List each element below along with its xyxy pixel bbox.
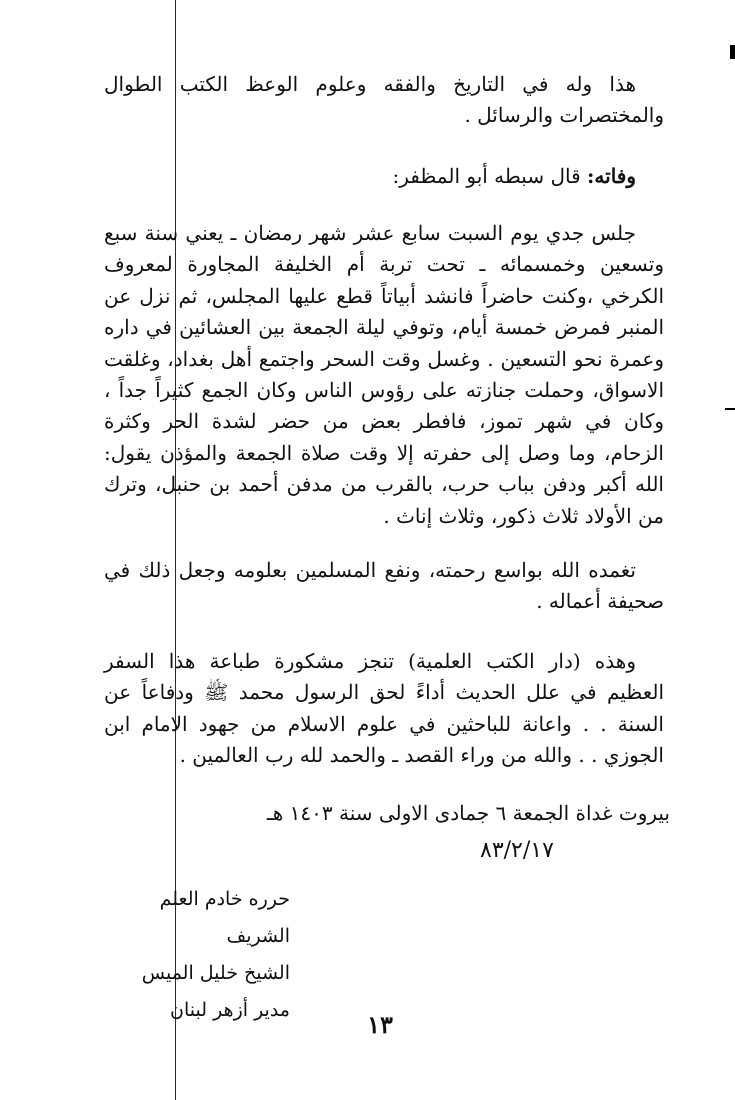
publisher-paragraph xyxy=(104,646,664,772)
page-number: ١٣ xyxy=(367,1010,393,1039)
signature-block xyxy=(120,881,290,1029)
numeric-date: ٨٣/٢/١٧ xyxy=(480,838,554,863)
signature-line-2: الشيخ خليل الميس xyxy=(141,962,290,984)
signature-line-1: حرره خادم العلم الشريف xyxy=(159,888,290,947)
signature-line-3: مدير أزهر لبنان xyxy=(170,999,290,1021)
publisher-text: وهذه (دار الكتب العلمية) تنجز مشكورة طباعة هذا السفر العظيم في علل الحديث أداءً لحق الرسول محمد ﷺ ودفاعاً عن السنة . . واعانة للباحثين في علوم الاسلام من جهود الامام ابن الجوزي . . والله من وراء القصد ـ والحمد لله رب العالمين . xyxy=(104,649,664,768)
death-story-paragraph xyxy=(104,218,664,532)
scan-edge-mark xyxy=(725,408,735,410)
prayer-text: تغمده الله بواسع رحمته، ونفع المسلمين بعلومه وجعل ذلك في صحيفة أعماله . xyxy=(104,558,664,614)
prayer-paragraph xyxy=(104,555,664,618)
death-intro-text: قال سبطه أبو المظفر: xyxy=(392,164,588,188)
death-heading: وفاته: xyxy=(587,164,636,188)
intro-paragraph xyxy=(104,69,664,132)
death-heading-paragraph xyxy=(104,161,664,192)
place-date-line: بيروت غداة الجمعة ٦ جمادى الاولى سنة ١٤٠٣ هـ xyxy=(266,801,670,825)
intro-text: هذا وله في التاريخ والفقه وعلوم الوعظ الكتب الطوال والمختصرات والرسائل . xyxy=(104,72,664,128)
death-story-text: جلس جدي يوم السبت سابع عشر شهر رمضان ـ يعني سنة سبع وتسعين وخمسمائه ـ تحت تربة أم الخليفة المجاورة لمعروف الكرخي ،وكنت حاضراً فانشد أبياتاً قطع عليها المجلس، ثم نزل عن المنبر فمرض خمسة أيام، وتوفي ليلة الجمعة بين العشائين في داره وعمرة نحو التسعين . وغسل وقت السحر واجتمع أهل بغداد، وغلقت الاسواق، وحملت جنازته على رؤوس الناس وكان الجمع كثيراً جداً ، وكان في شهر تموز، فافطر بعض من حضر لشدة الحر وكثرة الزحام، وما وصل إلى حفرته إلا وقت صلاة الجمعة والمؤذن يقول: الله أكبر ودفن بباب حرب، بالقرب من مدفن أحمد بن حنبل، وترك من الأولاد ثلاث ذكور، وثلاث إناث . xyxy=(104,221,664,528)
scan-edge-mark xyxy=(730,45,735,59)
